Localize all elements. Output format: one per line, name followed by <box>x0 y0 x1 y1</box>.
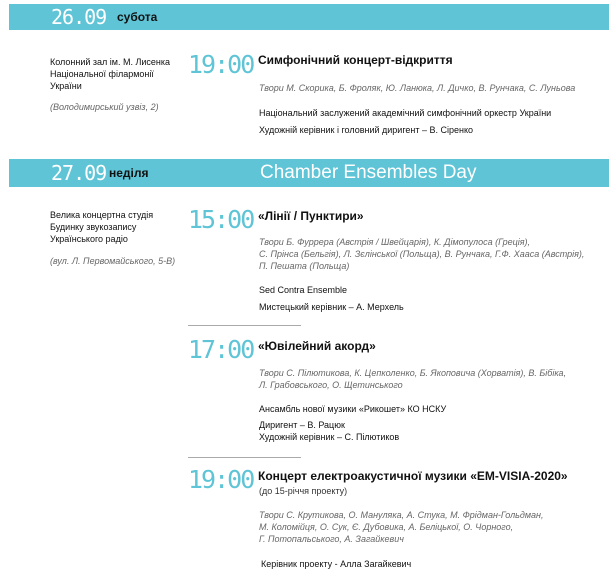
event-director: Художній керівник – С. Пілютиков <box>259 432 400 442</box>
works-line: С. Прінса (Бельгія), Л. Зєлінської (Польща), В. Рунчака, Г.Ф. Хааса (Австрія), <box>259 249 585 259</box>
event-works: Твори М. Скорика, Б. Фроляк, Ю. Ланюка, Л. Дичко, В. Рунчака, С. Луньова <box>259 83 576 93</box>
event-time: 19:00 <box>188 50 254 79</box>
day-date: 27.09 <box>51 161 107 185</box>
venue-line: Національної філармонії <box>50 69 154 79</box>
works-line: Твори С. Пілютикова, К. Цепколенко, Б. Якоповича (Хорватія), В. Бібіка, <box>259 368 567 378</box>
event-works <box>259 236 604 272</box>
works-line: Твори С. Крутикова, О. Мануляка, А. Стука, М. Фрідман-Гольдман, <box>259 510 544 520</box>
event-title: «Лінії / Пунктири» <box>258 209 364 223</box>
event-title: Концерт електроакустичної музики «EM-VISIA-2020» <box>258 469 568 483</box>
event-director: Керівник проекту - Алла Загайкевич <box>261 559 412 569</box>
day-header-bar <box>9 159 609 187</box>
event-performer: Sed Contra Ensemble <box>259 285 348 295</box>
venue <box>50 209 195 245</box>
venue-line: Українського радіо <box>50 234 128 244</box>
event-performer: Ансамбль нової музики «Рикошет» КО НСКУ <box>259 404 447 414</box>
works-line: Л. Грабовського, О. Щетинського <box>259 380 403 390</box>
venue-line: Велика концертна студія <box>50 210 154 220</box>
event-works <box>259 509 604 545</box>
day-theme: Chamber Ensembles Day <box>260 162 477 183</box>
venue-line: Колонний зал ім. М. Лисенка <box>50 57 171 67</box>
event-director: Художній керівник і головний диригент – В. Сіренко <box>259 125 474 135</box>
event-title: «Ювілейний акорд» <box>258 339 376 353</box>
event-works <box>259 367 604 391</box>
venue-address: (вул. Л. Первомайського, 5-В) <box>50 256 176 266</box>
event-time: 15:00 <box>188 205 254 234</box>
event-performer: Національний заслужений академічний симфонічний оркестр України <box>259 108 552 118</box>
event-director: Мистецький керівник – А. Мерхель <box>259 302 404 312</box>
venue-address: (Володимирський узвіз, 2) <box>50 102 159 112</box>
event-conductor: Диригент – В. Рацюк <box>259 420 345 430</box>
works-line: М. Коломійця, О. Сук, Є. Дубовика, А. Беліцької, О. Чорного, <box>259 522 514 532</box>
works-line: Г. Потопальського, А. Загайкевич <box>259 534 404 544</box>
event-subtitle: (до 15-річчя проекту) <box>259 486 348 496</box>
day-weekday: неділя <box>109 166 149 180</box>
venue <box>50 56 195 92</box>
day-weekday: субота <box>117 10 158 24</box>
event-time: 19:00 <box>188 465 254 494</box>
works-line: Твори Б. Фуррера (Австрія / Швейцарія), К. Дімопулоса (Греція), <box>259 237 531 247</box>
event-title: Симфонічний концерт-відкриття <box>258 53 453 67</box>
event-time: 17:00 <box>188 335 254 364</box>
day-date: 26.09 <box>51 5 107 29</box>
works-line: П. Пешата (Польща) <box>259 261 350 271</box>
divider <box>188 325 301 326</box>
divider <box>188 457 301 458</box>
day-header-bar <box>9 4 609 30</box>
venue-line: України <box>50 81 82 91</box>
venue-line: Будинку звукозапису <box>50 222 137 232</box>
